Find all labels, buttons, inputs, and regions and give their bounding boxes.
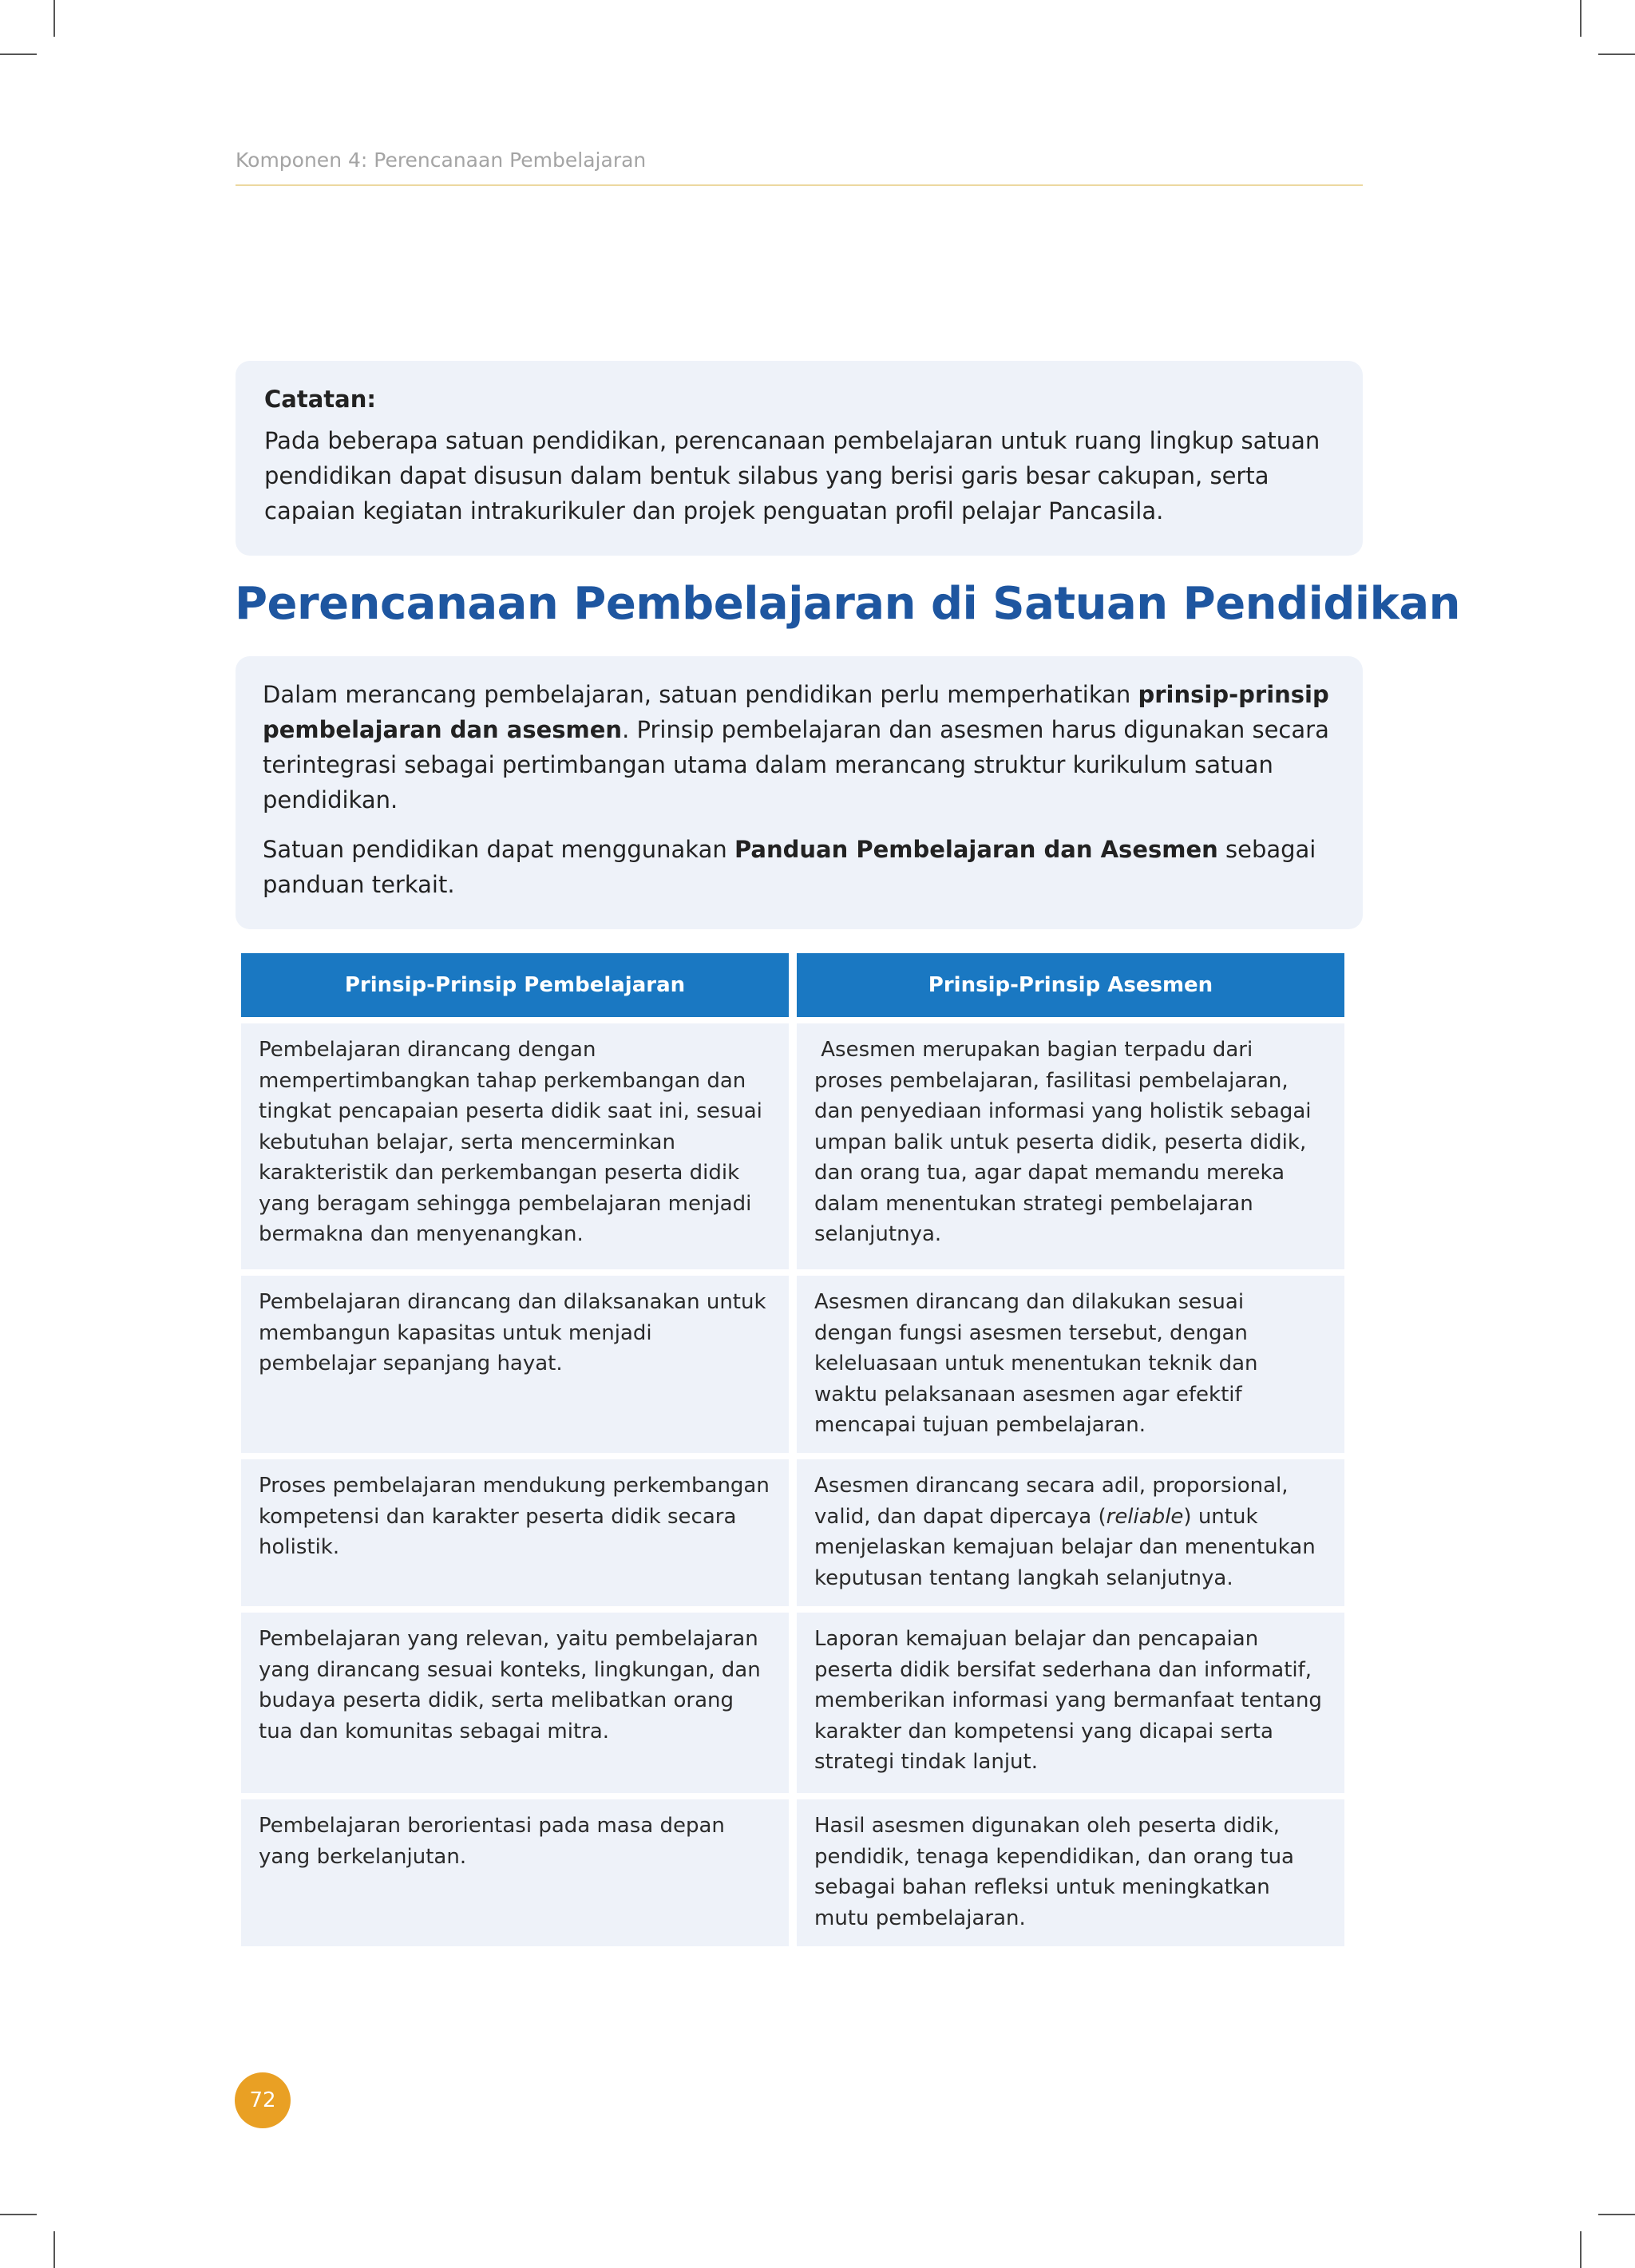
intro-paragraph-2	[263, 832, 1336, 902]
intro-text: Satuan pendidikan dapat menggunakan	[263, 836, 734, 863]
table-header-row	[241, 953, 1344, 1017]
learning-principle-cell: Pembelajaran dirancang dan dilaksanakan untuk membangun kapasitas untuk menjadi pembelajar sepanjang hayat.	[241, 1276, 789, 1453]
assessment-principle-cell	[797, 1459, 1344, 1606]
intro-bold-text: prinsip-prinsip pembelajaran dan asesmen	[263, 681, 1329, 743]
learning-principle-cell: Proses pembelajaran mendukung perkembangan kompetensi dan karakter peserta didik secara holistik.	[241, 1459, 789, 1606]
crop-mark	[53, 0, 55, 37]
crop-mark	[0, 53, 37, 55]
intro-box	[236, 656, 1363, 929]
column-header-assessment: Prinsip-Prinsip Asesmen	[797, 953, 1344, 1017]
running-head: Komponen 4: Perencanaan Pembelajaran	[236, 148, 647, 172]
assessment-text: ) untuk menjelaskan kemajuan belajar dan menentukan keputusan tentang langkah selanjutnya.	[814, 1504, 1316, 1590]
note-box	[236, 361, 1363, 556]
learning-principle-cell: Pembelajaran berorientasi pada masa depan yang berkelanjutan.	[241, 1799, 789, 1946]
learning-principle-cell: Pembelajaran dirancang dengan mempertimbangkan tahap perkembangan dan tingkat pencapaian peserta didik saat ini, sesuai kebutuhan belajar, serta mencerminkan karakteristik dan perkembangan peserta didik yang beragam sehingga pembelajaran menjadi bermakna dan menyenangkan.	[241, 1023, 789, 1269]
table-row	[241, 1276, 1344, 1453]
intro-text: Dalam merancang pembelajaran, satuan pendidikan perlu memperhatikan	[263, 681, 1138, 708]
column-header-learning: Prinsip-Prinsip Pembelajaran	[241, 953, 789, 1017]
header-divider	[236, 184, 1363, 186]
assessment-principle-cell: Hasil asesmen digunakan oleh peserta didik, pendidik, tenaga kependidikan, dan orang tua sebagai bahan refleksi untuk meningkatkan mutu pembelajaran.	[797, 1799, 1344, 1946]
learning-principle-cell: Pembelajaran yang relevan, yaitu pembelajaran yang dirancang sesuai konteks, lingkungan, dan budaya peserta didik, serta melibatkan orang tua dan komunitas sebagai mitra.	[241, 1613, 789, 1793]
table-row	[241, 1613, 1344, 1793]
table-row	[241, 1459, 1344, 1606]
intro-bold-text: Panduan Pembelajaran dan Asesmen	[734, 836, 1218, 863]
intro-text: . Prinsip pembelajaran dan asesmen harus digunakan secara terintegrasi sebagai pertimbangan utama dalam merancang struktur kurikulum satuan pendidikan.	[263, 716, 1329, 813]
table-row	[241, 1799, 1344, 1946]
note-body: Pada beberapa satuan pendidikan, perencanaan pembelajaran untuk ruang lingkup satuan pendidikan dapat disusun dalam bentuk silabus yang berisi garis besar cakupan, serta capaian kegiatan intrakurikuler dan projek penguatan profil pelajar Pancasila.	[264, 427, 1320, 524]
assessment-text: Asesmen dirancang secara adil, proporsional, valid, dan dapat dipercaya (	[814, 1474, 1289, 1529]
intro-text: sebagai panduan terkait.	[263, 836, 1316, 898]
crop-mark	[1598, 53, 1635, 55]
crop-mark	[1580, 0, 1582, 37]
table-row	[241, 1023, 1344, 1269]
principles-table	[233, 947, 1352, 1953]
section-title: Perencanaan Pembelajaran di Satuan Pendidikan	[235, 578, 1460, 630]
assessment-italic-text: reliable	[1106, 1504, 1184, 1529]
crop-mark	[1580, 2231, 1582, 2268]
crop-mark	[53, 2231, 55, 2268]
note-title: Catatan:	[264, 386, 376, 413]
page-number-badge: 72	[235, 2072, 291, 2128]
assessment-principle-cell: Asesmen merupakan bagian terpadu dari proses pembelajaran, fasilitasi pembelajaran, dan penyediaan informasi yang holistik sebagai umpan balik untuk peserta didik, peserta didik, dan orang tua, agar dapat memandu mereka dalam menentukan strategi pembelajaran selanjutnya.	[797, 1023, 1344, 1269]
crop-mark	[0, 2214, 37, 2215]
intro-paragraph-1	[263, 677, 1336, 817]
assessment-principle-cell: Laporan kemajuan belajar dan pencapaian peserta didik bersifat sederhana dan informatif, memberikan informasi yang bermanfaat tentang karakter dan kompetensi yang dicapai serta strategi tindak lanjut.	[797, 1613, 1344, 1793]
crop-mark	[1598, 2214, 1635, 2215]
assessment-principle-cell: Asesmen dirancang dan dilakukan sesuai dengan fungsi asesmen tersebut, dengan keleluasaan untuk menentukan teknik dan waktu pelaksanaan asesmen agar efektif mencapai tujuan pembelajaran.	[797, 1276, 1344, 1453]
